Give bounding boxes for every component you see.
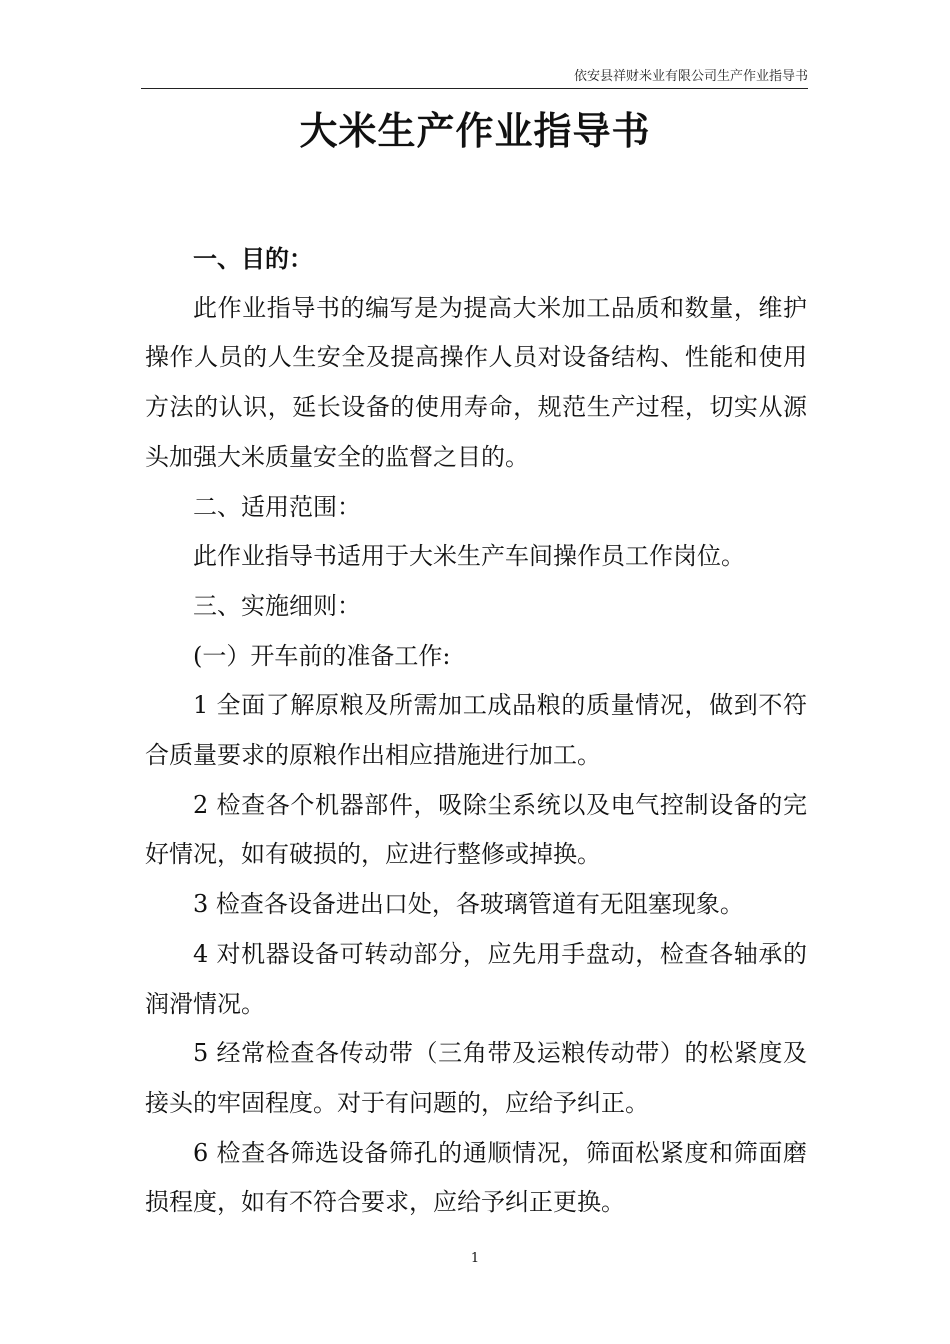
page-number: 1 (470, 1251, 480, 1266)
subsection-heading-prep: (一）开车前的准备工作: (193, 641, 451, 670)
section-heading-rules: 三、实施细则： (193, 591, 361, 620)
paragraph-scope: 此作业指导书适用于大米生产车间操作员工作岗位。 (193, 542, 745, 571)
list-item: 2 检查各个机器部件，吸除尘系统以及电气控制设备的完好情况，如有破损的，应进行整修或掉换。 (145, 790, 807, 869)
list-item: 3 检查各设备进出口处，各玻璃管道有无阻塞现象。 (193, 890, 744, 919)
list-item: 5 经常检查各传动带（三角带及运粮传动带）的松紧度及接头的牢固程度。对于有问题的，应给予纠正。 (145, 1039, 807, 1117)
section-heading-purpose: 一、目的： (193, 244, 313, 273)
document-title: 大米生产作业指导书 (299, 109, 651, 153)
section-heading-scope: 二、适用范围： (193, 492, 361, 521)
document-body (145, 234, 807, 1228)
running-header: 依安县祥财米业有限公司生产作业指导书 (573, 69, 808, 84)
paragraph-purpose: 此作业指导书的编写是为提高大米加工品质和数量，维护操作人员的人生安全及提高操作人员对设备结构、性能和使用方法的认识，延长设备的使用寿命，规范生产过程，切实从源头加强大米质量安全的监督之目的。 (145, 293, 807, 471)
header-divider (141, 88, 808, 89)
list-item: 4 对机器设备可转动部分，应先用手盘动，检查各轴承的润滑情况。 (145, 939, 807, 1018)
list-item: 6 检查各筛选设备筛孔的通顺情况，筛面松紧度和筛面磨损程度，如有不符合要求，应给予纠正更换。 (145, 1138, 807, 1217)
list-item: 1 全面了解原粮及所需加工成品粮的质量情况，做到不符合质量要求的原粮作出相应措施进行加工。 (145, 691, 807, 770)
